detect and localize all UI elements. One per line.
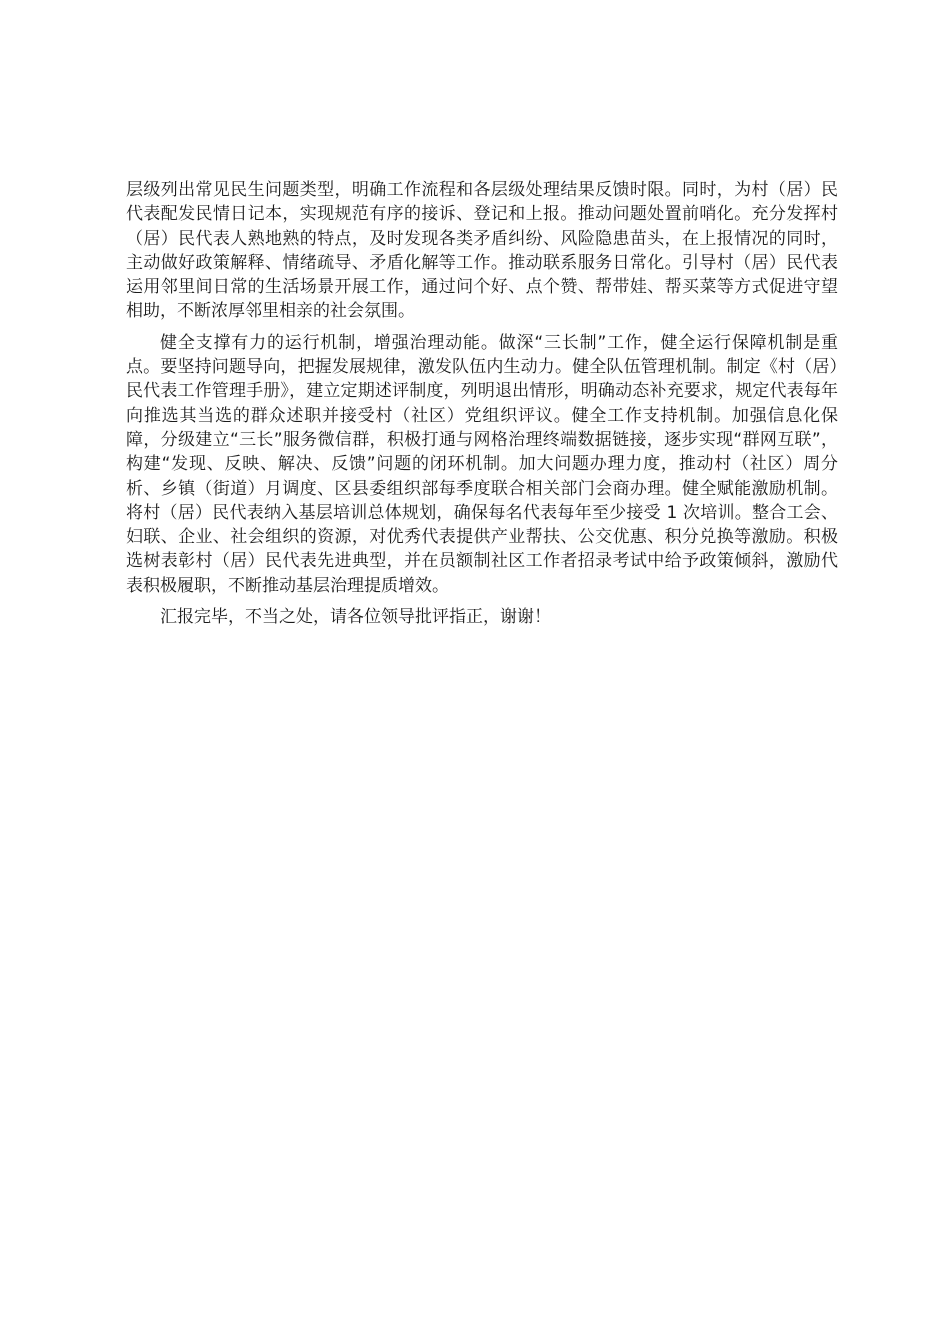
paragraph-closing: 汇报完毕，不当之处，请各位领导批评指正，谢谢！ — [160, 607, 551, 628]
paragraph-operating-mechanism: 健全支撑有力的运行机制，增强治理动能。做深“三长制”工作，健全运行保障机制是重点。要坚持问题导向，把握发展规律，激发队伍内生动力。健全队伍管理机制。制定《村（居）民代表工作管理手册》，建立定期述评制度，列明退出情形，明确动态补充要求，规定代表每年向推选其当选的群众述职并接受村（社区）党组织评议。健全工作支持机制。加强信息化保障，分级建立“三长”服务微信群，积极打通与网格治理终端数据链接，逐步实现“群网互联”，构建“发现、反映、解决、反馈”问题的闭环机制。加大问题办理力度，推动村（社区）周分析、乡镇（街道）月调度、区县委组织部每季度联合相关部门会商办理。健全赋能激励机制。将村（居）民代表纳入基层培训总体规划，确保每名代表每年至少接受 1 次培训。整合工会、妇联、企业、社会组织的资源，对优秀代表提供产业帮扶、公交优惠、积分兑换等激励。积极选树表彰村（居）民代表先进典型，并在员额制社区工作者招录考试中给予政策倾斜，激励代表积极履职，不断推动基层治理提质增效。 — [126, 332, 838, 596]
paragraph-continued: 层级列出常见民生问题类型，明确工作流程和各层级处理结果反馈时限。同时，为村（居）民代表配发民情日记本，实现规范有序的接诉、登记和上报。推动问题处置前哨化。充分发挥村（居）民代表人熟地熟的特点，及时发现各类矛盾纠纷、风险隐患苗头，在上报情况的同时，主动做好政策解释、情绪疏导、矛盾化解等工作。推动联系服务日常化。引导村（居）民代表运用邻里间日常的生活场景开展工作，通过问个好、点个赞、帮带娃、帮买菜等方式促进守望相助，不断浓厚邻里相亲的社会氛围。 — [126, 180, 838, 322]
document-body — [126, 178, 838, 636]
